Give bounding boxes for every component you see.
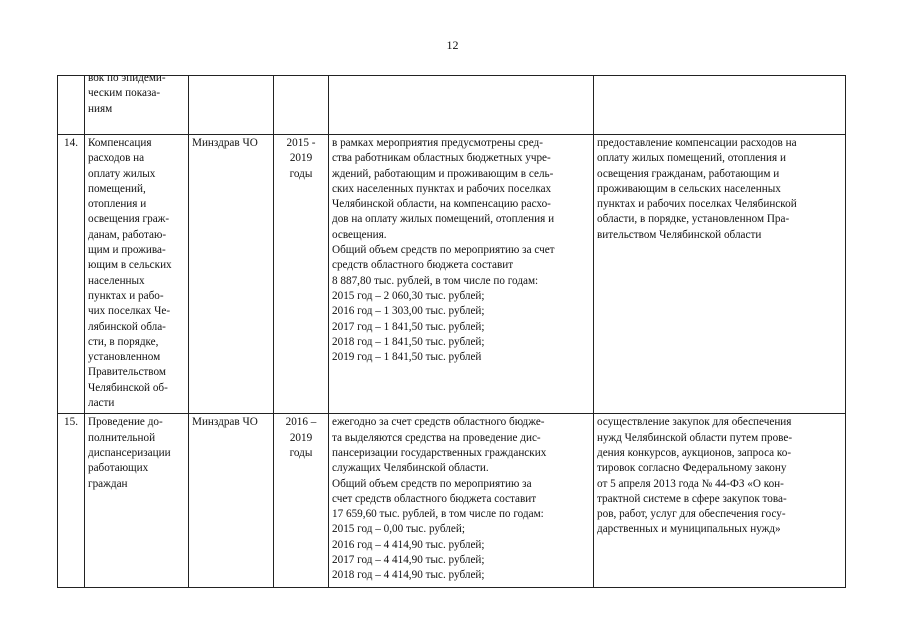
description-line: 2015 год – 2 060,30 тыс. рублей; (332, 289, 485, 302)
result-cell (594, 414, 846, 588)
description-line: в рамках мероприятия предусмотрены сред- (332, 137, 543, 149)
description-line: счет средств областного бюджета составит (332, 492, 537, 505)
name-line: сти, в порядке, (88, 335, 159, 348)
name-line: расходов на (88, 152, 145, 165)
period-line: годы (289, 446, 313, 459)
period-line: 2019 (289, 152, 313, 165)
period-line: 2015 - (286, 137, 316, 149)
period-cell (274, 76, 329, 135)
continuation-row (58, 76, 846, 135)
name-line: лябинской обла- (88, 320, 166, 333)
result-line: оплату жилых помещений, отопления и (597, 152, 786, 165)
result-line: проживающим в сельских населенных (597, 182, 781, 195)
name-line: ласти (88, 397, 115, 410)
result-cell (594, 76, 846, 135)
description-line: 2016 год – 4 414,90 тыс. рублей; (332, 538, 485, 551)
description-line: пансеризации государственных гражданских (332, 446, 547, 459)
name-line: данам, работаю- (88, 228, 167, 241)
description-cell (329, 135, 594, 414)
measure-name-cell (85, 414, 189, 588)
description-line: служащих Челябинской области. (332, 462, 489, 475)
name-line: ческим показа- (88, 87, 161, 100)
name-line: установленном (88, 351, 161, 364)
description-line: 2017 год – 4 414,90 тыс. рублей; (332, 554, 485, 567)
description-line: 17 659,60 тыс. рублей, в том числе по годам: (332, 508, 544, 521)
result-line: тировок согласно Федеральному закону (597, 462, 787, 475)
name-line: помещений, (88, 182, 146, 195)
measure-name-cell (85, 135, 189, 414)
measure-name-cell (85, 72, 189, 135)
description-line: Общий объем средств по мероприятию за счет (332, 244, 555, 257)
result-line: дения конкурсов, аукционов, запроса ко- (597, 446, 792, 459)
period-line: 2019 (289, 431, 313, 444)
result-line: от 5 апреля 2013 года № 44-ФЗ «О кон- (597, 477, 784, 490)
name-line: Компенсация (88, 137, 152, 149)
description-line: та выделяются средства на проведение дис- (332, 431, 541, 444)
executor: Минздрав ЧО (189, 135, 274, 414)
period-line: годы (289, 167, 313, 180)
table-row (58, 414, 846, 588)
result-line: осуществление закупок для обеспечения (597, 416, 792, 429)
name-line: Правительством (88, 366, 166, 379)
description-line: 2018 год – 4 414,90 тыс. рублей; (332, 569, 485, 582)
name-line: работающих (88, 462, 149, 475)
name-line: освещения граж- (88, 213, 170, 226)
row-number: 14. (58, 135, 85, 414)
name-line: граждан (88, 477, 128, 490)
name-line: населенных (88, 274, 145, 287)
result-line: предоставление компенсации расходов на (597, 137, 797, 149)
name-line: диспансеризации (88, 446, 171, 459)
name-line: Челябинской об- (88, 381, 168, 394)
description-line: ских населенных пунктах и рабочих поселках (332, 182, 552, 195)
description-cell (329, 414, 594, 588)
description-line: средств областного бюджета составит (332, 259, 514, 272)
description-line: 8 887,80 тыс. рублей, в том числе по годам: (332, 274, 539, 287)
period-line: 2016 – (285, 416, 317, 429)
description-line: освещения. (332, 228, 387, 241)
executor-cell (189, 76, 274, 135)
description-line: ства работникам областных бюджетных учре- (332, 152, 551, 165)
description-cell (329, 76, 594, 135)
description-line: ежегодно за счет средств областного бюдже- (332, 416, 545, 429)
description-line: 2016 год – 1 303,00 тыс. рублей; (332, 305, 485, 318)
description-line: Челябинской области, на компенсацию расхо- (332, 198, 551, 211)
period-cell (274, 135, 329, 414)
result-line: ров, работ, услуг для обеспечения госу- (597, 508, 786, 521)
description-line: 2018 год – 1 841,50 тыс. рублей; (332, 335, 485, 348)
result-line: освещения гражданам, работающим и (597, 167, 780, 180)
name-line: оплату жилых (88, 167, 156, 180)
description-line: Общий объем средств по мероприятию за (332, 477, 532, 490)
executor: Минздрав ЧО (189, 414, 274, 588)
description-line: ждений, работающим и проживающим в сель- (332, 167, 554, 180)
result-line: области, в порядке, установленном Пра- (597, 213, 790, 226)
name-line: отопления и (88, 198, 147, 211)
name-line: ниям (88, 102, 113, 115)
description-line: 2015 год – 0,00 тыс. рублей; (332, 523, 465, 536)
name-line: чих поселках Че- (88, 305, 171, 318)
result-line: пунктах и рабочих поселках Челябинской (597, 198, 797, 211)
description-line: 2019 год – 1 841,50 тыс. рублей (332, 351, 482, 364)
result-line: дарственных и муниципальных нужд» (597, 523, 781, 536)
page-number: 12 (446, 38, 459, 52)
result-cell (594, 135, 846, 414)
name-line: вок по эпидеми- (88, 72, 166, 84)
result-line: трактной системе в сфере закупок това- (597, 492, 787, 505)
description-line: 2017 год – 1 841,50 тыс. рублей; (332, 320, 485, 333)
row-number: 15. (58, 414, 85, 588)
period-cell (274, 414, 329, 588)
name-line: ющим в сельских (88, 259, 172, 272)
description-line: дов на оплату жилых помещений, отопления и (332, 213, 555, 226)
table-row (58, 135, 846, 414)
row-number-cell (58, 76, 85, 135)
result-line: вительством Челябинской области (597, 228, 762, 241)
name-line: полнительной (88, 431, 156, 444)
name-line: пунктах и рабо- (88, 289, 164, 302)
measures-table (57, 72, 846, 588)
result-line: нужд Челябинской области путем прове- (597, 431, 793, 444)
name-line: щим и прожива- (88, 244, 166, 257)
name-line: Проведение до- (88, 416, 163, 429)
